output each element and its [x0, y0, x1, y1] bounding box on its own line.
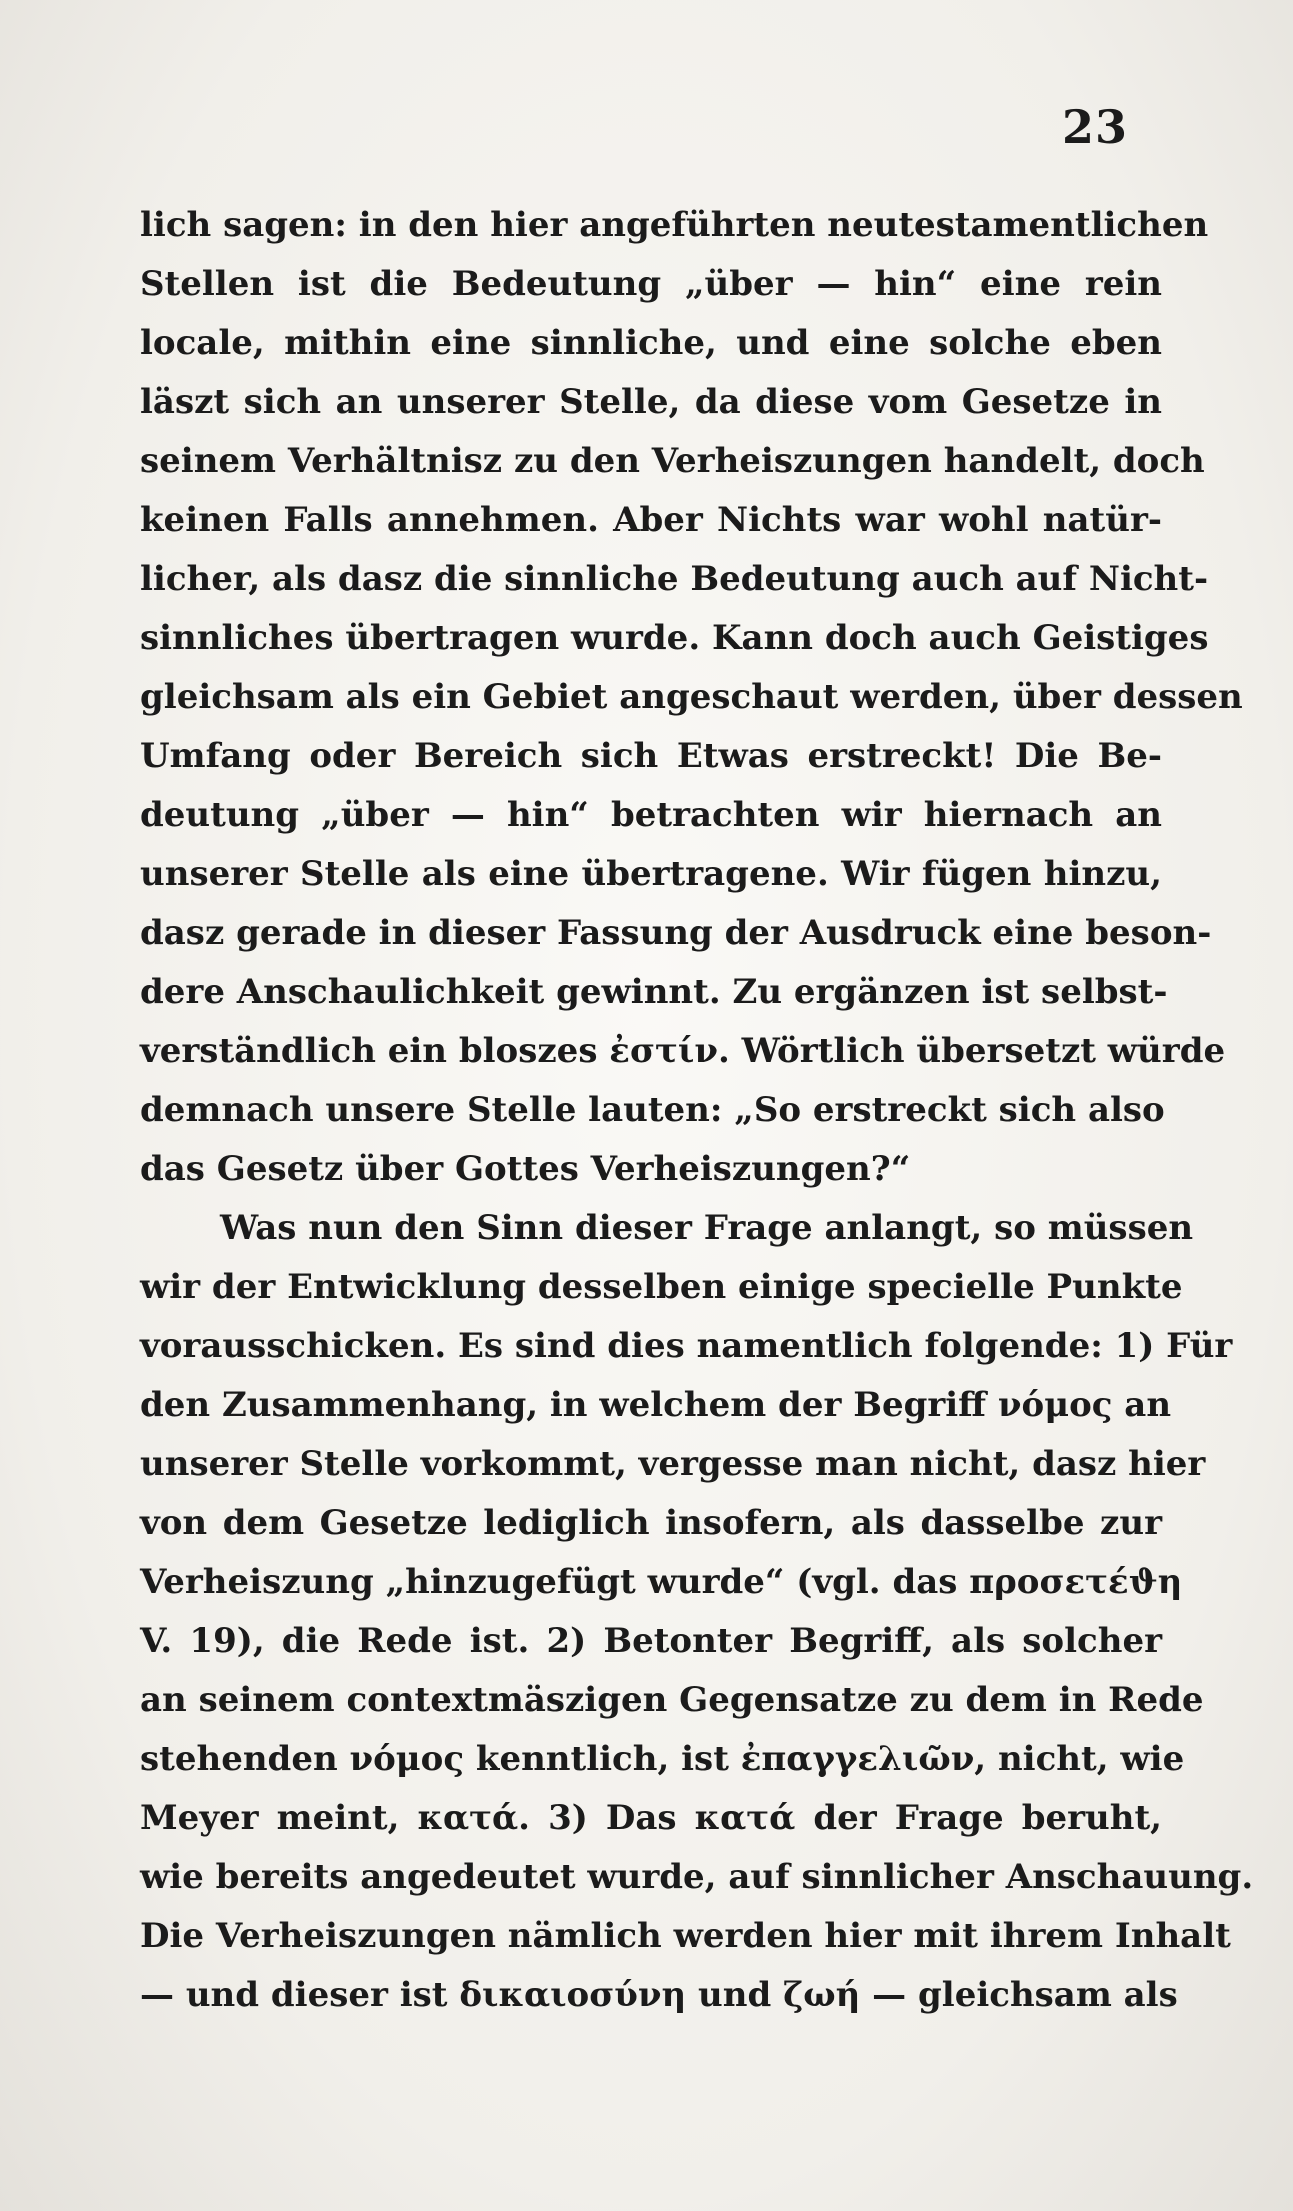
text-line: vorausschicken. Es sind dies namentlich folgende: 1) Für [140, 1326, 1233, 1366]
text-line: verständlich ein bloszes ἐστίν. Wörtlich übersetzt würde [140, 1031, 1226, 1071]
paragraph-end-line: das Gesetz über Gottes Verheiszungen?“ [140, 1149, 911, 1189]
text-line: licher, als dasz die sinnliche Bedeutung auch auf Nicht- [140, 559, 1209, 599]
text-line: Die Verheiszungen nämlich werden hier mit ihrem Inhalt [140, 1916, 1231, 1956]
page-number: 23 [1062, 100, 1129, 154]
text-line: — und dieser ist δικαιοσύνη und ζωή — gleichsam als [140, 1975, 1178, 2015]
text-line: wir der Entwicklung desselben einige specielle Punkte [140, 1267, 1183, 1307]
text-line: keinen Falls annehmen. Aber Nichts war wohl natür- [140, 500, 1162, 540]
text-line: lich sagen: in den hier angeführten neutestamentlichen [140, 205, 1209, 245]
text-line: dasz gerade in dieser Fassung der Ausdruck eine beson- [140, 913, 1212, 953]
text-line: Verheiszung „hinzugefügt wurde“ (vgl. das προσετέϑη [140, 1562, 1183, 1602]
text-line: demnach unsere Stelle lauten: „So erstreckt sich also [140, 1090, 1165, 1130]
text-line: Umfang oder Bereich sich Etwas erstreckt! Die Be- [140, 736, 1162, 776]
text-line: an seinem contextmäszigen Gegensatze zu dem in Rede [140, 1680, 1204, 1720]
text-line: sinnliches übertragen wurde. Kann doch auch Geistiges [140, 618, 1209, 658]
text-line: läszt sich an unserer Stelle, da diese vom Gesetze in [140, 382, 1162, 422]
text-line: unserer Stelle als eine übertragene. Wir fügen hinzu, [140, 854, 1162, 894]
body-text [140, 196, 1254, 2025]
text-line: den Zusammenhang, in welchem der Begriff νόμος an [140, 1385, 1172, 1425]
text-line: stehenden νόμος kenntlich, ist ἐπαγγελιῶν, nicht, wie [140, 1739, 1185, 1779]
text-line: gleichsam als ein Gebiet angeschaut werden, über dessen [140, 677, 1243, 717]
text-line: Meyer meint, κατά. 3) Das κατά der Frage beruht, [140, 1798, 1162, 1838]
text-line: wie bereits angedeutet wurde, auf sinnlicher Anschauung. [140, 1857, 1254, 1897]
text-line: von dem Gesetze lediglich insofern, als dasselbe zur [140, 1503, 1162, 1543]
text-line: deutung „über — hin“ betrachten wir hiernach an [140, 795, 1162, 835]
text-line: unserer Stelle vorkommt, vergesse man nicht, dasz hier [140, 1444, 1206, 1484]
paragraph-start-line: Was nun den Sinn dieser Frage anlangt, so müssen [220, 1208, 1194, 1248]
text-line: locale, mithin eine sinnliche, und eine solche eben [140, 323, 1162, 363]
text-line: dere Anschaulichkeit gewinnt. Zu ergänzen ist selbst- [140, 972, 1168, 1012]
text-line: Stellen ist die Bedeutung „über — hin“ eine rein [140, 264, 1162, 304]
text-line: seinem Verhältnisz zu den Verheiszungen handelt, doch [140, 441, 1205, 481]
text-line: V. 19), die Rede ist. 2) Betonter Begriff, als solcher [140, 1621, 1162, 1661]
